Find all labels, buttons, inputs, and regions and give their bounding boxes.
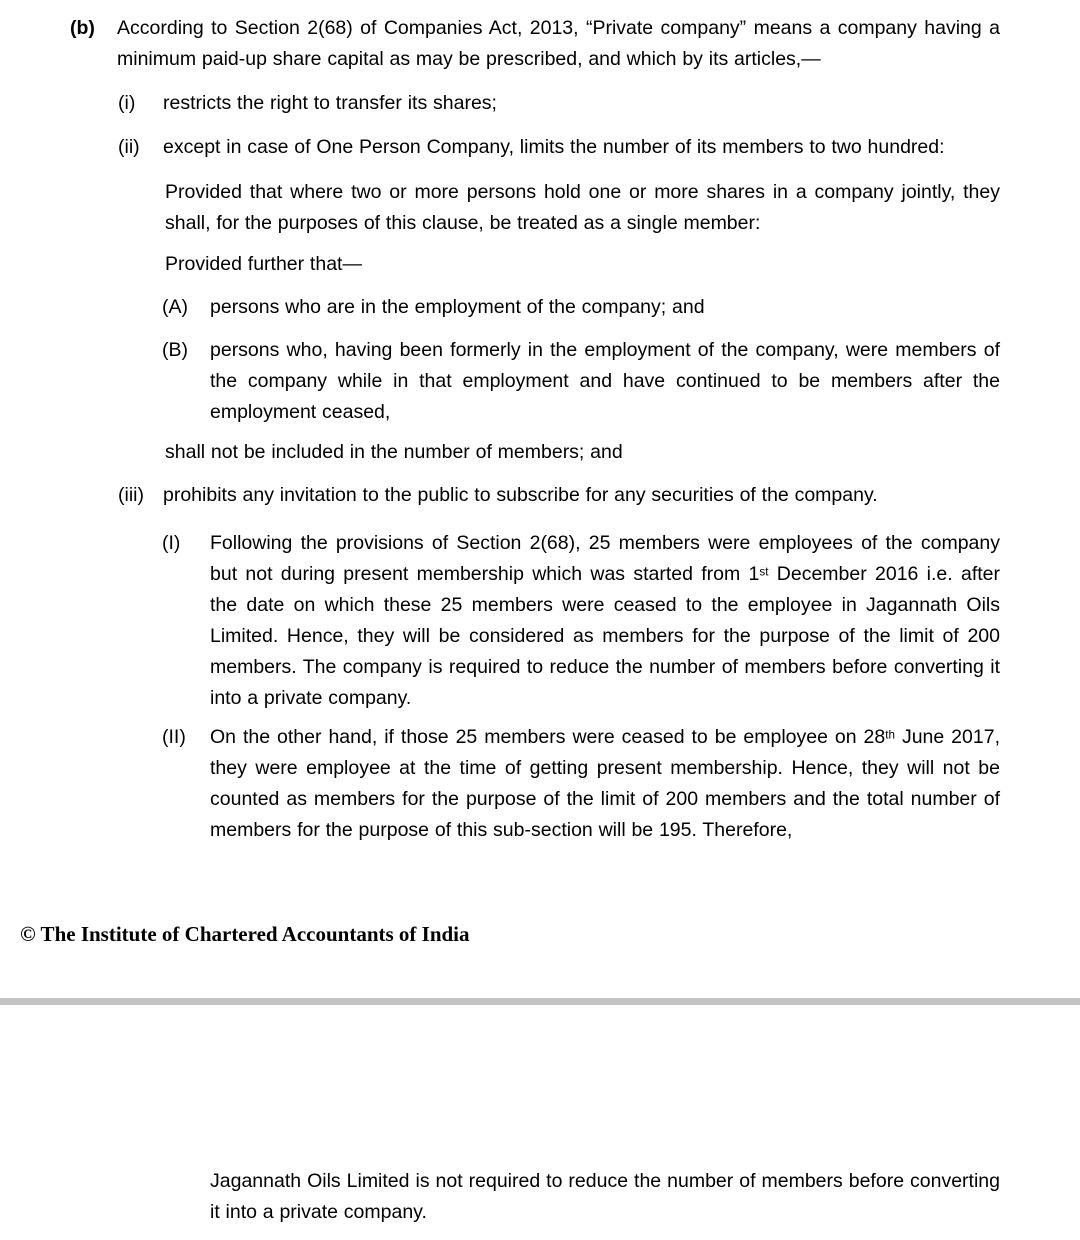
continuation-paragraph: Jagannath Oils Limited is not required to reduce the number of members before converting it into a private company. <box>210 1170 1000 1223</box>
subclause-iii <box>118 480 1000 511</box>
answer-point-II-label: (II) <box>162 726 186 748</box>
answer-point-I-label: (I) <box>162 532 181 554</box>
item-B-label: (B) <box>162 339 188 361</box>
answer-point-I-text-after: December 2016 i.e. after the date on which these 25 members were ceased to the employee in Jagannath Oils Limited. Hence, they will be considered as members for the purpose of the limit of 200 members. The company is required to reduce the number of members before converting it into a private company. <box>210 563 1000 709</box>
item-B-text: persons who, having been formerly in the employment of the company, were members of the company while in that employment and have continued to be members after the employment ceased, <box>210 339 1000 423</box>
answer-point-II-text-after: June 2017, they were employee at the time of getting present membership. Hence, they will not be counted as members for the purpose of the limit of 200 members and the total number of members for the purpose of this sub-section will be 195. Therefore, <box>210 726 1000 841</box>
item-A-label: (A) <box>162 296 188 318</box>
clause-b-label: (b) <box>70 17 95 39</box>
proviso-further-paragraph: Provided further that— <box>165 253 362 275</box>
proviso-paragraph: Provided that where two or more persons hold one or more shares in a company jointly, they shall, for the purposes of this clause, be treated as a single member: <box>165 181 1000 234</box>
shall-not-paragraph: shall not be included in the number of members; and <box>165 441 623 463</box>
subclause-ii <box>118 132 1000 163</box>
superscript-ordinal-th: th <box>885 728 895 742</box>
superscript-ordinal-st: st <box>759 565 769 579</box>
subclause-i-label: (i) <box>118 92 136 114</box>
item-A <box>162 292 1000 323</box>
copyright-notice: © The Institute of Chartered Accountants of India <box>20 922 470 946</box>
pdf-page-2 <box>0 1005 1080 1240</box>
answer-point-I-text-before: Following the provisions of Section 2(68), 25 members were employees of the company but not during present membership which was started from 1 <box>210 532 1000 585</box>
subclause-ii-text: except in case of One Person Company, limits the number of its members to two hundred: <box>163 136 945 158</box>
clause-b-text: According to Section 2(68) of Companies Act, 2013, “Private company” means a company having a minimum paid-up share capital as may be prescribed, and which by its articles,— <box>117 17 1000 70</box>
subclause-i-text: restricts the right to transfer its shares; <box>163 92 497 114</box>
subclause-iii-text: prohibits any invitation to the public to subscribe for any securities of the company. <box>163 484 878 506</box>
item-B <box>162 335 1000 428</box>
subclause-ii-label: (ii) <box>118 136 140 158</box>
answer-point-II <box>162 722 1000 846</box>
page-break-divider <box>0 998 1080 1005</box>
subclause-iii-label: (iii) <box>118 484 144 506</box>
item-A-text: persons who are in the employment of the company; and <box>210 296 705 318</box>
answer-point-II-text-before: On the other hand, if those 25 members were ceased to be employee on 28 <box>210 726 886 748</box>
clause-b <box>70 13 1000 75</box>
subclause-i <box>118 88 1000 119</box>
answer-point-I <box>162 528 1000 714</box>
